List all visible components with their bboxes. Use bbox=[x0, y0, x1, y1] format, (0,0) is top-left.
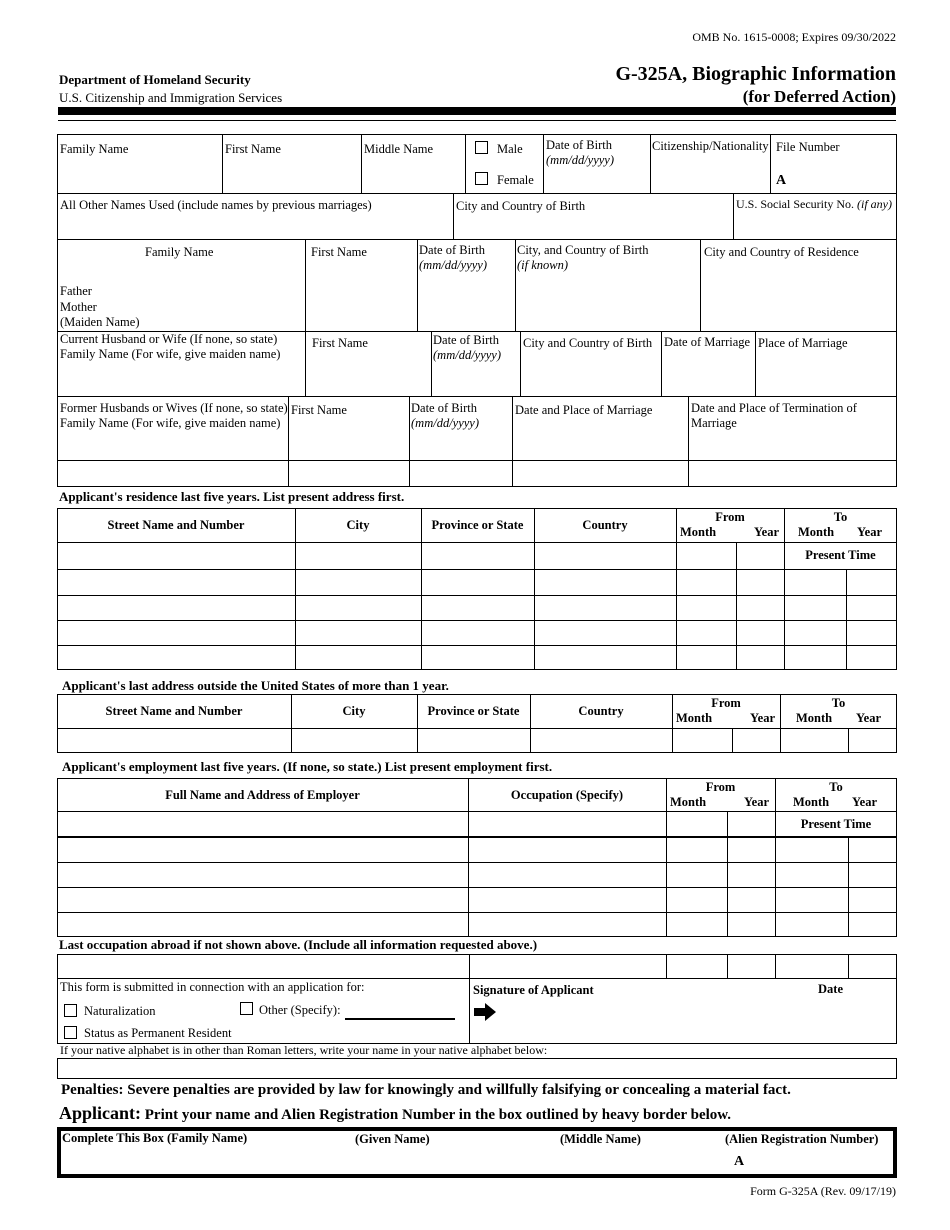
residence-from-year: Year bbox=[754, 525, 779, 539]
outside-from-year: Year bbox=[750, 711, 775, 725]
other-specify-field[interactable] bbox=[345, 1018, 455, 1020]
spouse-city-birth-field[interactable] bbox=[521, 354, 661, 396]
spouse-family-name-label: Family Name (For wife, give maiden name) bbox=[60, 347, 281, 361]
termination-label: Date and Place of Termination of bbox=[691, 401, 857, 415]
outside-city-header: City bbox=[342, 704, 366, 718]
spouse-first-name-field[interactable] bbox=[306, 354, 431, 396]
agency-name: U.S. Citizenship and Immigration Services bbox=[59, 90, 283, 105]
family-name-label: Family Name bbox=[60, 142, 129, 156]
header-rule bbox=[58, 107, 896, 115]
residence-province-header: Province or State bbox=[431, 518, 524, 532]
mother-label: Mother bbox=[60, 300, 97, 314]
native-alphabet-field[interactable] bbox=[57, 1058, 897, 1079]
parents-city-birth-field[interactable] bbox=[516, 272, 700, 331]
former-spouse-label: Former Husbands or Wives (If none, so state) bbox=[60, 401, 288, 415]
residence-street-header: Street Name and Number bbox=[107, 518, 245, 532]
outside-to-month: Month bbox=[796, 711, 833, 725]
other-names-label: All Other Names Used (include names by previous marriages) bbox=[60, 198, 372, 212]
ssn-note: (if any) bbox=[857, 197, 892, 211]
penalties-text: Penalties: Severe penalties are provided by law for knowingly and willfully falsifying or concealing a material fact. bbox=[61, 1082, 791, 1098]
spouse-dob-field[interactable] bbox=[432, 364, 520, 396]
spouse-first-name-label: First Name bbox=[312, 336, 368, 350]
spouse-dob-format: (mm/dd/yyyy) bbox=[433, 348, 502, 362]
final-middle-name-label: (Middle Name) bbox=[560, 1132, 641, 1146]
residence-heading: Applicant's residence last five years. List present address first. bbox=[59, 489, 405, 504]
final-given-name-label: (Given Name) bbox=[355, 1132, 430, 1146]
naturalization-checkbox[interactable] bbox=[64, 1004, 77, 1017]
form-title: G-325A, Biographic Information bbox=[615, 63, 896, 85]
male-checkbox[interactable] bbox=[475, 141, 488, 154]
dob-format: (mm/dd/yyyy) bbox=[546, 153, 615, 167]
first-name-label: First Name bbox=[225, 142, 281, 156]
date-of-marriage-field[interactable] bbox=[662, 354, 755, 396]
employment-from-header: From bbox=[705, 780, 736, 794]
female-checkbox[interactable] bbox=[475, 172, 488, 185]
residence-to-header: To bbox=[833, 510, 848, 524]
place-of-marriage-field[interactable] bbox=[756, 354, 896, 396]
former-marriage-field[interactable] bbox=[513, 461, 688, 486]
spouse-dob-label: Date of Birth bbox=[433, 333, 499, 347]
employment-present-time: Present Time bbox=[800, 817, 872, 831]
outside-to-header: To bbox=[831, 696, 846, 710]
outside-country-header: Country bbox=[578, 704, 624, 718]
employment-from-month: Month bbox=[670, 795, 707, 809]
citizenship-label: Citizenship/Nationality bbox=[652, 139, 769, 153]
outside-heading: Applicant's last address outside the United States of more than 1 year. bbox=[62, 678, 449, 693]
residence-to-year: Year bbox=[857, 525, 882, 539]
spouse-city-birth-label: City and Country of Birth bbox=[523, 336, 653, 350]
maiden-name-label: (Maiden Name) bbox=[60, 315, 140, 329]
submission-label: This form is submitted in connection with an application for: bbox=[60, 980, 365, 994]
former-first-name-label: First Name bbox=[291, 403, 347, 417]
former-dob-label: Date of Birth bbox=[411, 401, 477, 415]
employment-to-header: To bbox=[829, 780, 843, 794]
outside-row[interactable] bbox=[58, 729, 896, 753]
applicant-instruction: Print your name and Alien Registration Number in the box outlined by heavy border below. bbox=[144, 1107, 732, 1123]
residence-from-month: Month bbox=[680, 525, 717, 539]
header-thin-rule bbox=[58, 120, 896, 121]
former-family-name-field[interactable] bbox=[58, 461, 288, 486]
outside-street-header: Street Name and Number bbox=[105, 704, 243, 718]
applicant-label: Applicant: bbox=[59, 1103, 142, 1123]
outside-from-header: From bbox=[711, 696, 741, 710]
final-family-name-label: Complete This Box (Family Name) bbox=[62, 1131, 248, 1145]
permanent-resident-label: Status as Permanent Resident bbox=[84, 1026, 232, 1040]
parents-first-name-field[interactable] bbox=[306, 270, 417, 331]
former-dob-format: (mm/dd/yyyy) bbox=[411, 416, 480, 430]
outside-province-header: Province or State bbox=[427, 704, 520, 718]
parents-dob-label: Date of Birth bbox=[419, 243, 485, 257]
file-number-prefix: A bbox=[776, 173, 787, 188]
residence-from-header: From bbox=[715, 510, 745, 524]
department-name: Department of Homeland Security bbox=[59, 72, 251, 87]
employment-heading: Applicant's employment last five years. (If none, so state.) List present employment first. bbox=[62, 759, 553, 774]
form-revision: Form G-325A (Rev. 09/17/19) bbox=[750, 1184, 896, 1198]
parents-dob-format: (mm/dd/yyyy) bbox=[419, 258, 488, 272]
middle-name-label: Middle Name bbox=[364, 142, 434, 156]
arrow-right-icon bbox=[474, 1003, 496, 1025]
date-of-marriage-label: Date of Marriage bbox=[664, 335, 751, 349]
native-alphabet-label: If your native alphabet is in other than Roman letters, write your name in your native alphabet below: bbox=[60, 1043, 548, 1057]
occupation-header: Occupation (Specify) bbox=[510, 788, 624, 802]
parents-residence-label: City and Country of Residence bbox=[704, 245, 859, 259]
parents-family-name-label: Family Name bbox=[145, 245, 214, 259]
signature-label: Signature of Applicant bbox=[473, 983, 594, 997]
employer-header: Full Name and Address of Employer bbox=[165, 788, 360, 802]
parents-first-name-label: First Name bbox=[311, 245, 367, 259]
termination-label-2: Marriage bbox=[691, 416, 737, 430]
former-first-name-field[interactable] bbox=[289, 461, 409, 486]
form-subtitle: (for Deferred Action) bbox=[742, 87, 896, 106]
female-label: Female bbox=[497, 173, 534, 187]
residence-present-time: Present Time bbox=[805, 548, 876, 562]
residence-rows[interactable] bbox=[58, 543, 676, 670]
termination-field[interactable] bbox=[689, 461, 896, 486]
residence-to-month: Month bbox=[798, 525, 835, 539]
employment-from-year: Year bbox=[744, 795, 769, 809]
file-number-label: File Number bbox=[776, 140, 840, 154]
spouse-family-name-field[interactable] bbox=[58, 364, 305, 396]
ssn-label: U.S. Social Security No. bbox=[736, 197, 854, 211]
residence-city-header: City bbox=[346, 518, 370, 532]
employment-rows[interactable] bbox=[58, 812, 666, 937]
city-country-birth-label: City and Country of Birth bbox=[456, 199, 586, 213]
alien-number-field[interactable] bbox=[748, 1147, 892, 1174]
date-label: Date bbox=[818, 982, 843, 996]
abroad-row[interactable] bbox=[58, 955, 896, 978]
parents-city-birth-note: (if known) bbox=[517, 258, 569, 272]
omb-number: OMB No. 1615-0008; Expires 09/30/2022 bbox=[692, 30, 896, 44]
place-of-marriage-label: Place of Marriage bbox=[758, 336, 848, 350]
former-marriage-label: Date and Place of Marriage bbox=[515, 403, 653, 417]
parents-dob-field[interactable] bbox=[418, 272, 515, 331]
other-label: Other (Specify): bbox=[259, 1003, 341, 1017]
employment-to-month: Month bbox=[793, 795, 830, 809]
former-spouse-family-name-label: Family Name (For wife, give maiden name) bbox=[60, 416, 281, 430]
signature-field[interactable] bbox=[500, 998, 896, 1043]
naturalization-label: Naturalization bbox=[84, 1004, 156, 1018]
other-checkbox[interactable] bbox=[240, 1002, 253, 1015]
alien-number-label: (Alien Registration Number) bbox=[725, 1132, 879, 1146]
outside-to-year: Year bbox=[856, 711, 881, 725]
dob-label: Date of Birth bbox=[546, 138, 612, 152]
employment-to-year: Year bbox=[852, 795, 877, 809]
parents-city-birth-label: City, and Country of Birth bbox=[517, 243, 649, 257]
abroad-heading: Last occupation abroad if not shown above. (Include all information requested above.) bbox=[59, 937, 538, 952]
parents-residence-field[interactable] bbox=[701, 262, 896, 331]
residence-country-header: Country bbox=[582, 518, 628, 532]
final-name-field[interactable] bbox=[62, 1147, 722, 1174]
father-label: Father bbox=[60, 284, 92, 298]
male-label: Male bbox=[497, 142, 523, 156]
spouse-label: Current Husband or Wife (If none, so state) bbox=[60, 332, 278, 346]
permanent-resident-checkbox[interactable] bbox=[64, 1026, 77, 1039]
former-dob-field[interactable] bbox=[410, 461, 512, 486]
alien-number-prefix: A bbox=[734, 1154, 745, 1169]
outside-from-month: Month bbox=[676, 711, 713, 725]
